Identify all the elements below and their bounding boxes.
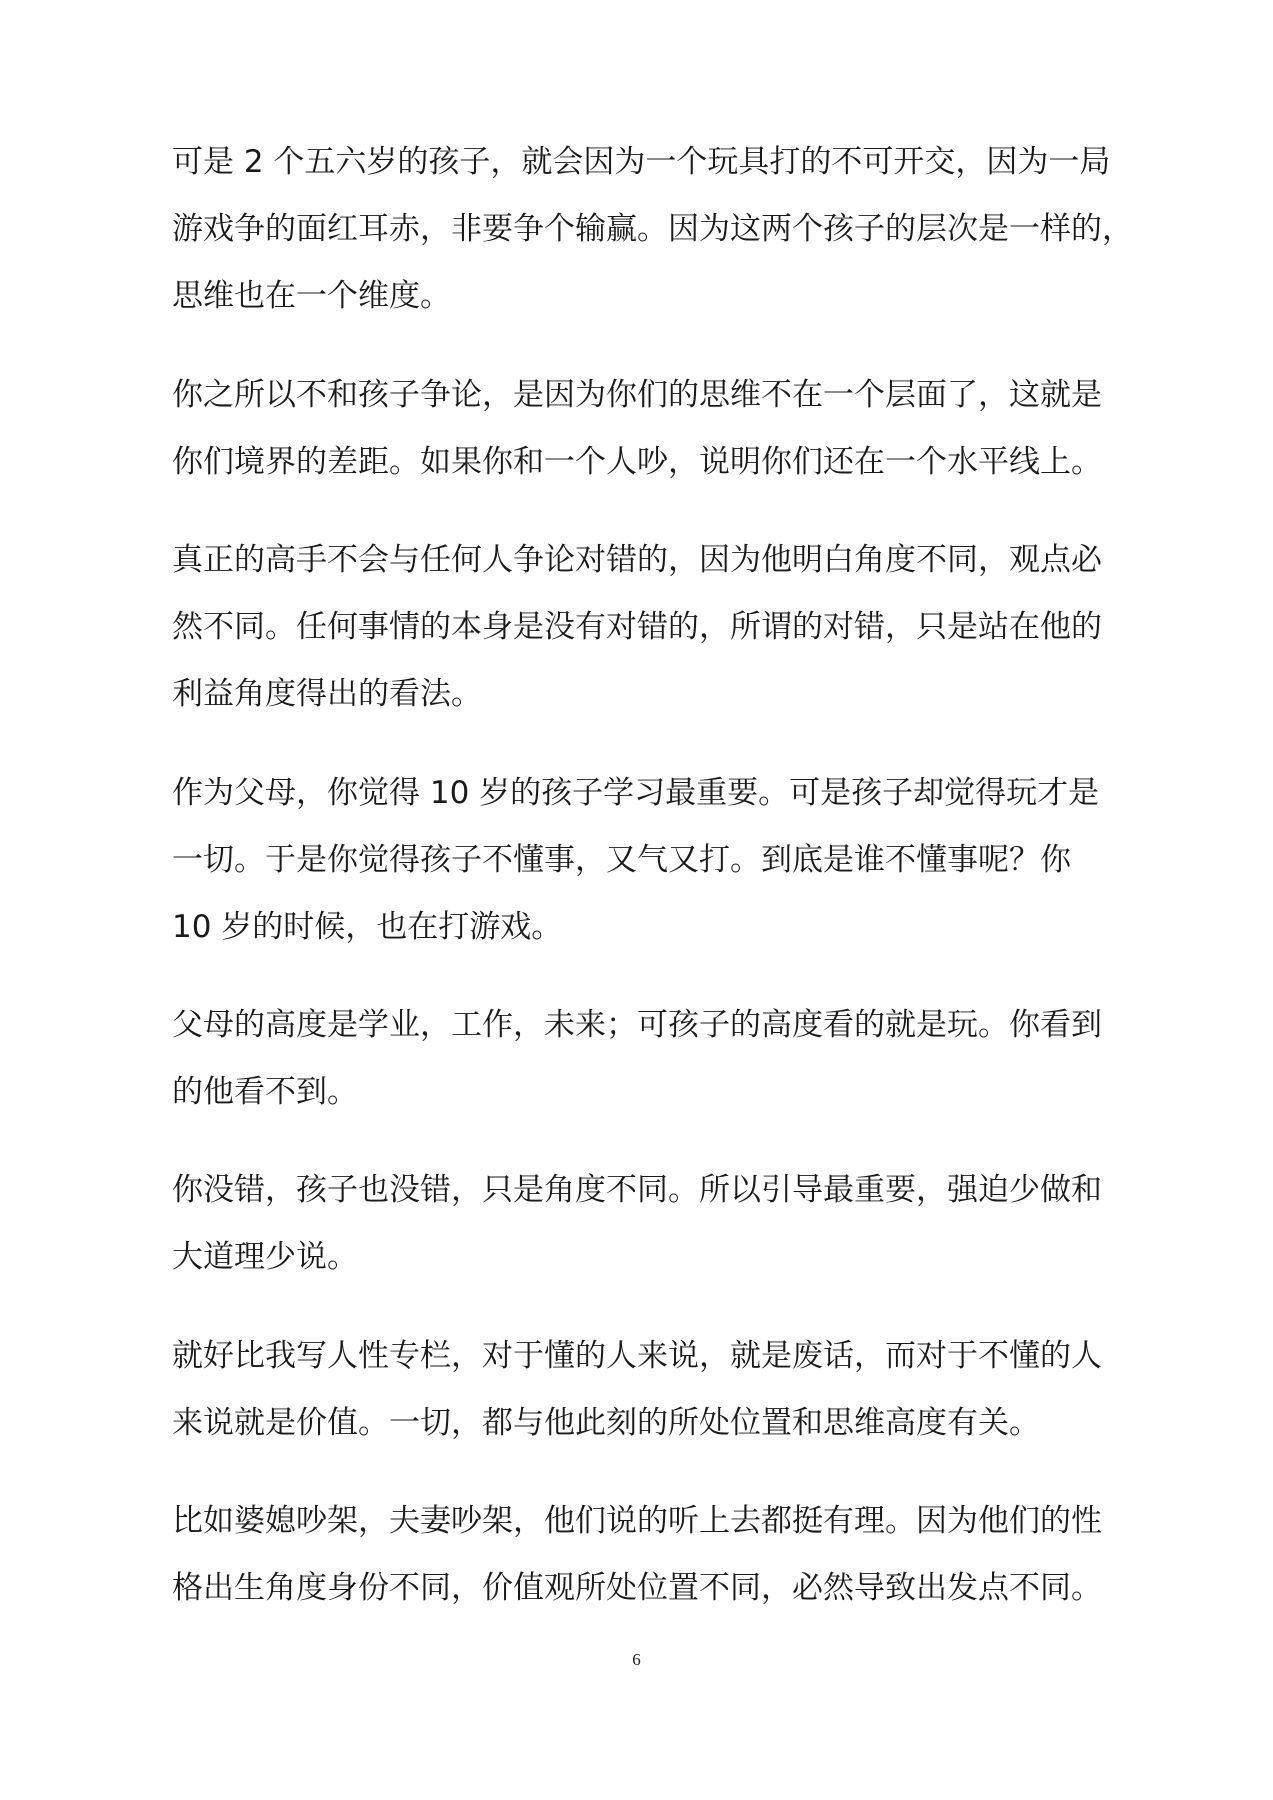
paragraph-2-line-1: 你之所以不和孩子争论，是因为你们的思维不在一个层面了，这就是 xyxy=(172,377,1102,413)
paragraph-4-line-2: 一切。于是你觉得孩子不懂事，又气又打。到底是谁不懂事呢？你 xyxy=(172,842,1071,878)
paragraph-5-line-1: 父母的高度是学业，工作，未来；可孩子的高度看的就是玩。你看到 xyxy=(172,1007,1102,1043)
paragraph-6-line-2: 大道理少说。 xyxy=(172,1239,358,1275)
paragraph-1-line-2: 游戏争的面红耳赤，非要争个输赢。因为这两个孩子的层次是一样的， xyxy=(172,211,1133,247)
paragraph-3-line-1: 真正的高手不会与任何人争论对错的，因为他明白角度不同，观点必 xyxy=(172,542,1102,578)
paragraph-3-line-3: 利益角度得出的看法。 xyxy=(172,676,482,712)
paragraph-8-line-2: 格出生角度身份不同，价值观所处位置不同，必然导致出发点不同。 xyxy=(172,1570,1102,1606)
paragraph-8-line-1: 比如婆媳吵架，夫妻吵架，他们说的听上去都挺有理。因为他们的性 xyxy=(172,1503,1102,1539)
paragraph-4-line-3: 10 岁的时候，也在打游戏。 xyxy=(172,909,563,945)
paragraph-1-line-3: 思维也在一个维度。 xyxy=(172,278,451,314)
paragraph-7-line-2: 来说就是价值。一切，都与他此刻的所处位置和思维高度有关。 xyxy=(172,1405,1040,1441)
paragraph-3-line-2: 然不同。任何事情的本身是没有对错的，所谓的对错，只是站在他的 xyxy=(172,609,1102,645)
paragraph-1-line-1: 可是 2 个五六岁的孩子，就会因为一个玩具打的不可开交，因为一局 xyxy=(172,144,1111,180)
paragraph-2-line-2: 你们境界的差距。如果你和一个人吵，说明你们还在一个水平线上。 xyxy=(172,444,1102,480)
page-number: 6 xyxy=(632,1650,641,1669)
paragraph-5-line-2: 的他看不到。 xyxy=(172,1074,358,1110)
paragraph-7-line-1: 就好比我写人性专栏，对于懂的人来说，就是废话，而对于不懂的人 xyxy=(172,1338,1102,1374)
paragraph-6-line-1: 你没错，孩子也没错，只是角度不同。所以引导最重要，强迫少做和 xyxy=(172,1172,1102,1208)
paragraph-4-line-1: 作为父母，你觉得 10 岁的孩子学习最重要。可是孩子却觉得玩才是 xyxy=(172,775,1100,811)
